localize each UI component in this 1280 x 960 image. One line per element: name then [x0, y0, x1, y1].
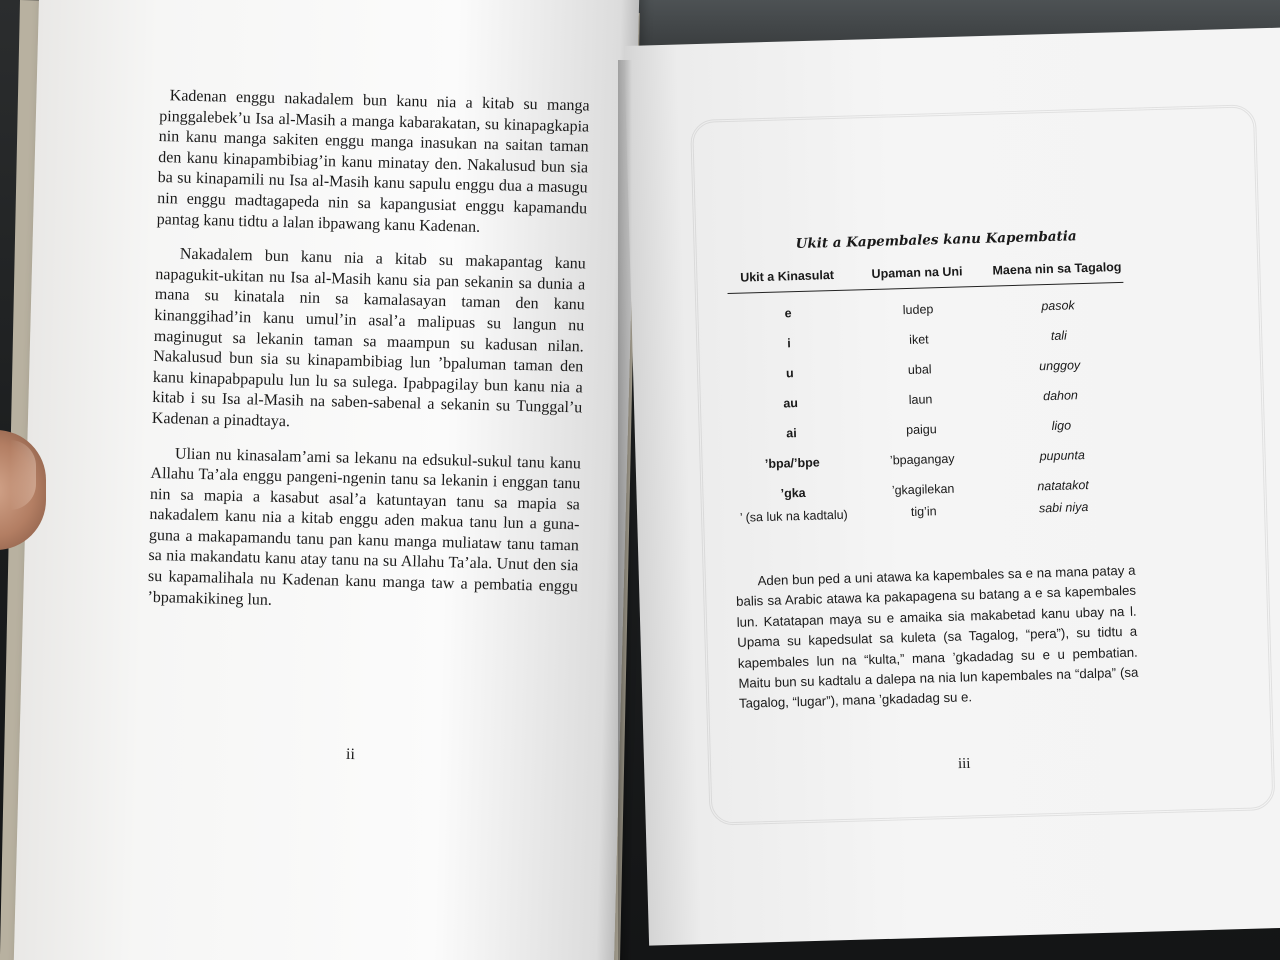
page-number-right: iii [957, 755, 971, 773]
tagalog-cell: sabi niya [1038, 499, 1089, 516]
left-paragraph: Ulian nu kinasalam’ami sa lekanu na edsukul-sukul tanu kanu Allahu Ta’ala enggu pangeni-ngenin tanu sa lekanin i enggan tanu nin sa mapia a kasabut asal’a katuntayan tanu sa mapia sa nakadalem kanu nia a kitab enggu aden makua tanu lun a guna-guna a makapamandu tanu pan kanu manga muliataw tanu taman sa nia makandatu kanu atay tanu na su Allahu Ta’ala. Unut den sia su kapamalihala nu Kadenan kanu manga taw a pembatia enggu ’bpamakikineg lun. [147, 444, 582, 609]
right-page-content [726, 226, 1159, 714]
tagalog-cell: dahon [1042, 388, 1079, 404]
tagalog-cell: pasok [1041, 298, 1075, 314]
example-cell: iket [908, 332, 929, 347]
tagalog-cell: pupunta [1039, 448, 1085, 464]
example-cell: laun [908, 392, 933, 407]
spelling-cell: ai [786, 426, 797, 441]
column-header: Upaman na Uni [871, 264, 963, 281]
column-header: Maena nin sa Tagalog [992, 259, 1122, 278]
example-cell: ludep [902, 302, 934, 318]
example-cell: paigu [905, 422, 937, 438]
tagalog-cell: unggoy [1038, 358, 1081, 374]
spelling-cell: u [785, 366, 794, 381]
column-header: Ukit a Kinasulat [740, 268, 835, 285]
page-number-left: ii [345, 745, 356, 764]
example-cell: ubal [907, 362, 932, 377]
spelling-cell: ’gka [780, 485, 806, 501]
left-page-body [147, 86, 590, 633]
example-cell: ’bpagangay [889, 451, 955, 468]
tagalog-cell: ligo [1051, 418, 1072, 433]
right-page-body [735, 561, 1139, 715]
tagalog-cell: natatakot [1037, 477, 1089, 494]
spelling-cell: i [787, 336, 791, 351]
spelling-cell: e [784, 306, 792, 321]
left-paragraph: Nakadalem bun kanu nia a kitab su makapantag kanu napagukit-ukitan nu Isa al-Masih kanu sia pan sekanin sa dunia a mana su kinatala nin sa kamalasayan taman den kanu kinanggihad’in kanu umul’in asal’a malipuas su langun nu maginugut sa lekanin taman sa maampun su kadusan nilan. Nakalusud bun sia su kinapambibiag lun ’bpaluman taman den kanu kinapabpapulu lun lu sa sulega. Ipabpagilay bun kanu nia a kitab i su Isa al-Masih na saben-sabenal a sekanin su Tunggal’u Kadenan a pinadtaya. [151, 245, 586, 431]
spelling-cell: au [783, 396, 799, 411]
spelling-cell: ’ (sa luk na kadtalu) [739, 507, 848, 525]
example-cell: ’gkagilekan [891, 481, 955, 498]
left-paragraph: Kadenan enggu nakadalem bun kanu nia a kitab su manga pinggalebek’u Isa al-Masih a manga kabarakatan, su kinapagkapia nin kanu manga sakiten enggu manga inasukan na saitan taman den kanu kinapambibiag’in kanu minatay den. Nakalusud bun sia ba su kinapamili nu Isa al-Masih kanu sapulu enggu dua a masugu nin enggu madtagapeda nin sa kapangusiat enggu kapamandu pantag kanu tidtu a lalan ibpawang kanu Kadenan. [156, 87, 590, 236]
book-gutter [618, 60, 632, 960]
tagalog-cell: tali [1050, 328, 1068, 343]
table-title: Ukit a Kapembales kanu Kapembatia [795, 228, 1077, 253]
right-paragraph: Aden bun ped a uni atawa ka kapembales sa e na mana patay a balis sa Arabic atawa ka pakapagena su batang a e sa kapembales lun. Katatapan maya su e amaika sia makabetad kanu ubay na l. Upama su kapedsulat sa kuleta (sa Tagalog, “pera”), su tidtu a kapembales lun na “kulta,” mana ’gkadadag su e u pembatian. Maitu bun su kadtalu a dalepa na nia lun kapembales na “dalpa” (sa Tagalog, “lugar”), mana ’gkadadag su e. [735, 562, 1139, 712]
example-cell: tig’in [910, 504, 937, 519]
spelling-cell: ’bpa/’bpe [764, 455, 820, 471]
